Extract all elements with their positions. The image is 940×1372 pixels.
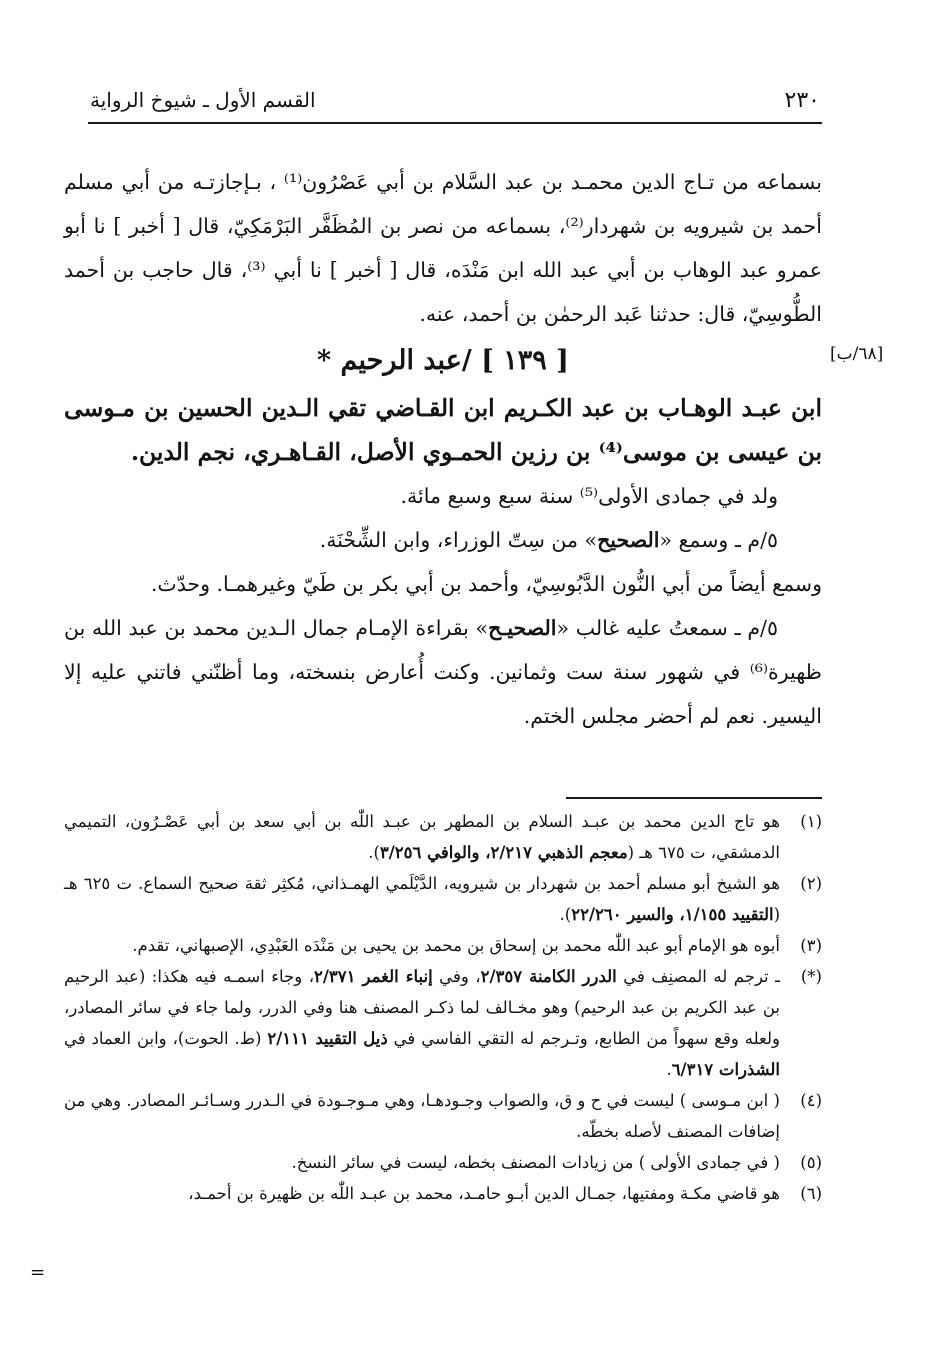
page-header bbox=[90, 88, 820, 122]
footnote-marker: (١) bbox=[800, 812, 822, 831]
footnote-marker: (*) bbox=[800, 967, 822, 986]
paragraph-isnad: بسماعه من تـاج الدين محمـد بن عبد السَّلام بن أبي عَصْرُون⁽¹⁾ ، بـإجازتـه من أبي مسلم أحمد بن شيرويه بن شهردار⁽²⁾، بسماعه من نصر بن المُظَفَّر البَرْمَكِيّ، قال [ أخبر ] نا أبو عمرو عبد الوهاب بن أبي عبد الله ابن مَنْدَه، قال [ أخبر ] نا أبي ⁽³⁾، قال حاجب بن أحمد الطُّوسِيّ، قال: حدثنا عَبد الرحمٰن بن أحمد، عنه. bbox=[64, 170, 822, 326]
footnote-marker: (٢) bbox=[800, 874, 822, 893]
footnote-text: أبوه هو الإمام أبو عبد اللّٰه محمد بن إسحاق بن محمد بن يحيى بن مَنْدَه العَبْدِي، الإصبهاني، تقدم. bbox=[132, 936, 780, 955]
footnote-marker: (٣) bbox=[800, 936, 822, 955]
sahih-title: الصحيـح bbox=[488, 616, 557, 640]
footnote-5 bbox=[64, 1147, 822, 1178]
running-title: القسم الأول ـ شيوخ الرواية bbox=[90, 88, 316, 112]
footnote-6 bbox=[64, 1178, 822, 1209]
footnote-text: ( في جمادى الأولى ) من زيادات المصنف بخطه، ليست في سائر النسخ. bbox=[291, 1153, 780, 1172]
footnote-4 bbox=[64, 1085, 822, 1147]
footnote-rule bbox=[566, 797, 822, 799]
header-rule bbox=[88, 122, 822, 124]
paragraph-birth: ولد في جمادى الأولى⁽⁵⁾ سنة سبع وسبع مائة. bbox=[400, 484, 778, 508]
footnote-text: هو الشيخ أبو مسلم أحمد بن شهردار بن شيرويه، الدَّيْلَمي الهمـذاني، مُكثِر ثقة صحيح السماع. ت ٦٢٥ هـ (التقييد ١/١٥٥، والسير ٢٢/٢٦٠). bbox=[64, 874, 780, 924]
entry-heading: [ ١٣٩ ] /عبد الرحيم * bbox=[317, 345, 569, 376]
footnote-3 bbox=[64, 930, 822, 961]
entry-lineage: ابن عبـد الوهـاب بن عبد الكـريم ابن القـاضي تقي الـدين الحسين بن مـوسى بن عيسى بن موسى⁽⁴⁾ بن رزين الحمـوي الأصل، القـاهـري، نجم الدين. bbox=[64, 394, 822, 466]
main-text bbox=[64, 160, 822, 738]
footnote-text: هو تاج الدين محمد بن عبـد السلام بن المطهر بن عبـد اللّٰه بن أبي سعد بن أبي عَصْـرُون، التميمي الدمشقي، ت ٦٧٥ هـ (معجم الذهبي ٢/٢١٧، والوافي ٣/٢٥٦). bbox=[64, 812, 780, 862]
footnote-2 bbox=[64, 868, 822, 930]
footnote-text: ( ابن مـوسى ) ليست في ح و ق، والصواب وجـودهـا، وهي مـوجـودة في الـدرر وسـائـر المصادر. وهي من إضافات المصنف لأصله بخطّه. bbox=[64, 1091, 780, 1141]
continuation-mark: = bbox=[30, 1262, 46, 1283]
footnotes bbox=[64, 806, 822, 1209]
footnote-text: ـ ترجم له المصنِف في الدرر الكامنة ٢/٣٥٧، وفي إنباء الغمر ٢/٣٧١، وجاء اسمـه فيه هكذا: (عبد الرحيم بن عبد الكريم بن عبد الرحيم) وهو مخـالف لما ذكـر المصنف هنا وفي الدرر، ولما جاء في سائر المصادر، ولعله وقع سهواً من الطابع، وتـرجم له التقي الفاسي في ذيل التقييد ٢/١١١ (ط. الحوت)، وابن العماد في الشذرات ٦/٣١٧. bbox=[64, 967, 781, 1079]
margin-folio-note: [٦٨/ب] bbox=[830, 344, 884, 364]
footnote-marker: (٦) bbox=[800, 1184, 822, 1203]
footnote-text: هو قاضي مكـة ومفتيها، جمـال الدين أبـو حامـد، محمد بن عبـد اللّٰه بن ظهيرة بن أحمـد، bbox=[188, 1184, 780, 1203]
page-number: ٢٣٠ bbox=[784, 88, 820, 113]
footnote-1 bbox=[64, 806, 822, 868]
footnote-star bbox=[64, 961, 822, 1085]
footnote-marker: (٤) bbox=[800, 1091, 822, 1110]
paragraph-also-heard: وسمع أيضاً من أبي النُّون الدَّبُوسِيّ، وأحمد بن أبي بكر بن طَيّ وغيرهمـا. وحدّث. bbox=[150, 572, 822, 596]
paragraph-sahih-heard: ٥/م ـ وسمع «الصحيح» من سِتّ الوزراء، وابن الشِّحْنَة. bbox=[319, 528, 778, 552]
sahih-title: الصحيح bbox=[597, 528, 660, 552]
paragraph-author-heard: ٥/م ـ سمعتُ عليه غالب «الصحيـح» بقراءة الإمـام جمال الـدين محمد بن عبد الله بن ظهيرة⁽⁶⁾ في شهور سنة ست وثمانين. وكنت أُعارض بنسخته، وما أظنّني فاتني عليه إلا اليسير. نعم لم أحضر مجلس الختم. bbox=[64, 616, 822, 728]
footnote-marker: (٥) bbox=[800, 1153, 822, 1172]
